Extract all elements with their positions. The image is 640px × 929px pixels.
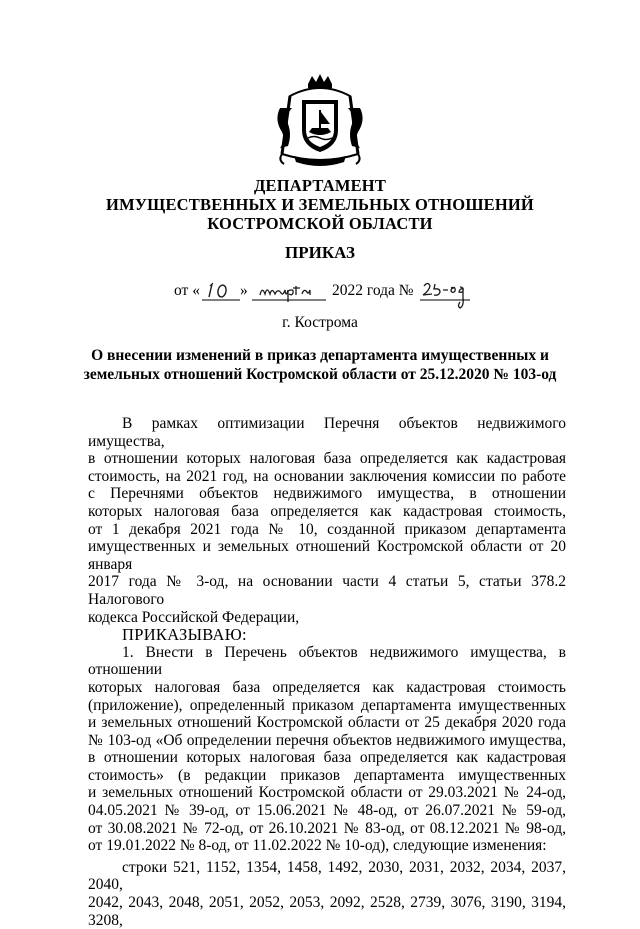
body-line: 04.05.2021 № 39-од, от 15.06.2021 № 48-од, от 26.07.2021 № 59-од, xyxy=(88,802,566,820)
body-line: которых налоговая база определяется как кадастровая стоимость, xyxy=(88,502,566,520)
subject-line-1: О внесении изменений в приказ департамента имущественных и xyxy=(91,347,549,364)
date-year-and-number-label: 2022 года № xyxy=(332,282,414,299)
body-line: кодекса Российской Федерации, xyxy=(88,608,300,626)
body-line: имущественных и земельных отношений Костромской области от 20 января xyxy=(88,538,566,573)
handwritten-month xyxy=(252,280,326,304)
body-line: 2017 года № 3-од, на основании части 4 статьи 5, статьи 378.2 Налогового xyxy=(88,573,566,608)
coat-of-arms-emblem xyxy=(272,74,368,170)
handwritten-order-number xyxy=(420,278,472,312)
body-line: № 103-од «Об определении перечня объектов недвижимого имущества, xyxy=(88,731,566,749)
body-line: с Перечнями объектов недвижимого имущества, в отношении xyxy=(88,485,566,503)
department-name-line-3: КОСТРОМСКОЙ ОБЛАСТИ xyxy=(207,214,433,233)
body-line: и земельных отношений Костромской области от 25 декабря 2020 года xyxy=(88,714,566,732)
body-line: 1. Внести в Перечень объектов недвижимого имущества, в отношении xyxy=(88,643,566,679)
handwritten-day xyxy=(202,280,240,304)
body-line: в отношении которых налоговая база определяется как кадастровая xyxy=(88,749,566,767)
department-name-line-1: ДЕПАРТАМЕНТ xyxy=(253,176,387,195)
body-line: от 1 декабря 2021 года № 10, созданной приказом департамента xyxy=(88,520,566,538)
body-line: стоимость, на 2021 год, на основании заключения комиссии по работе xyxy=(88,467,566,485)
orders-keyword: ПРИКАЗЫВАЮ: xyxy=(122,625,247,645)
order-city: г. Кострома xyxy=(282,314,358,331)
body-line: стоимость» (в редакции приказов департамента имущественных xyxy=(88,766,566,784)
body-line: В рамках оптимизации Перечня объектов недвижимого имущества, xyxy=(88,415,566,450)
body-line: (приложение), определенный приказом департамента имущественных xyxy=(88,696,566,714)
date-separator: » xyxy=(240,282,248,299)
subject-line-2: земельных отношений Костромской области от 25.12.2020 № 103-од xyxy=(83,366,557,383)
body-line: 2042, 2043, 2048, 2051, 2052, 2053, 2092, 2528, 2739, 3076, 3190, 3194, 3208, xyxy=(88,894,566,929)
order-subject xyxy=(60,346,580,384)
order-title: ПРИКАЗ xyxy=(285,243,355,262)
body-line: которых налоговая база определяется как кадастровая стоимость xyxy=(88,678,566,696)
department-name-line-2: ИМУЩЕСТВЕННЫХ И ЗЕМЕЛЬНЫХ ОТНОШЕНИЙ xyxy=(106,195,534,214)
body-line: от 19.01.2022 № 8-од, от 11.02.2022 № 10-од), следующие изменения: xyxy=(88,837,547,855)
body-line: в отношении которых налоговая база определяется как кадастровая xyxy=(88,450,566,468)
body-line: строки 521, 1152, 1354, 1458, 1492, 2030, 2031, 2032, 2034, 2037, 2040, xyxy=(88,858,566,894)
body-line: от 30.08.2021 № 72-од, от 26.10.2021 № 83-од, от 08.12.2021 № 98-од, xyxy=(88,819,566,837)
order-date-line xyxy=(174,282,494,318)
order-body xyxy=(88,415,566,929)
date-prefix: от « xyxy=(174,282,200,299)
body-line: и земельных отношений Костромской области от 29.03.2021 № 24-од, xyxy=(88,784,566,802)
